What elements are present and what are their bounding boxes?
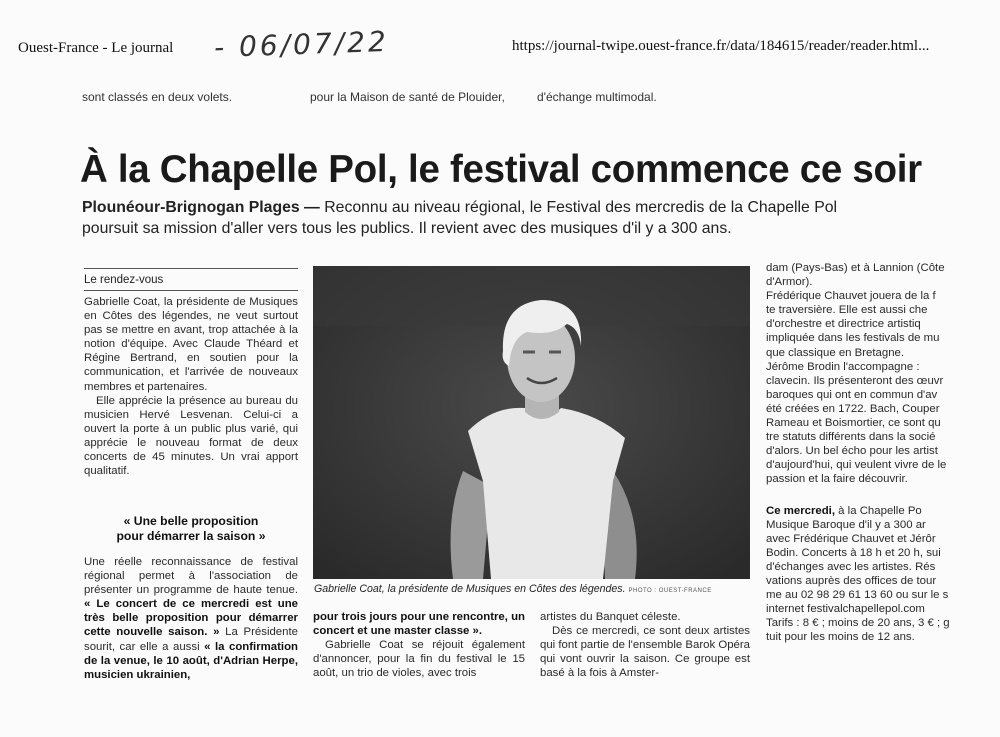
col4-info-line: Tarifs : 8 € ; moins de 20 ans, 3 € ; g bbox=[766, 617, 950, 630]
article-photo bbox=[313, 266, 750, 579]
article-headline: À la Chapelle Pol, le festival commence ce soir bbox=[80, 148, 922, 191]
info-lead: Ce mercredi, bbox=[766, 504, 836, 517]
prev-fragment-1: sont classés en deux volets. bbox=[82, 90, 233, 104]
col4-info-line bbox=[766, 504, 1000, 518]
article-lead bbox=[82, 197, 872, 239]
col2-paragraph: Gabrielle Coat se réjouit également d'annoncer, pour la fin du festival le 15 août, un trio de violes, avec trois bbox=[313, 639, 525, 680]
col4-info-line: d'échanges avec les artistes. Rés bbox=[766, 560, 936, 573]
prev-fragment-3: d'échange multimodal. bbox=[537, 90, 657, 104]
source-url: https://journal-twipe.ouest-france.fr/data/184615/reader/reader.html... bbox=[512, 38, 930, 54]
col4-line: d'aujourd'hui, qui veulent vivre de le bbox=[766, 459, 947, 472]
subheading-line-2: pour démarrer la saison » bbox=[116, 529, 266, 543]
col4-line: impliquée dans les festivals de mu bbox=[766, 332, 940, 345]
col1-p3-c: La Présidente sourit, car elle a aussi bbox=[84, 626, 298, 653]
photo-caption bbox=[314, 583, 712, 595]
column-2 bbox=[313, 610, 525, 680]
column-1-continued bbox=[84, 555, 298, 682]
column-1 bbox=[84, 295, 298, 478]
caption-text: Gabrielle Coat, la présidente de Musiques en Côtes des légendes. bbox=[314, 583, 626, 595]
col3-paragraph: Dès ce mercredi, ce sont deux artistes qui font partie de l'ensemble Barok Opéra qui vont ouvrir la saison. Ce groupe est basé à la fois à Amster- bbox=[540, 625, 750, 680]
prev-fragment-2: pour la Maison de santé de Plouider, bbox=[310, 90, 505, 104]
col4-line: baroques qui ont en commun d'av bbox=[766, 388, 938, 401]
section-label: Le rendez-vous bbox=[84, 274, 164, 286]
column-3 bbox=[540, 610, 750, 680]
col1-p3-quote-2: « la confirmation de la venue, le 10 août, d'Adrian Herpe, musicien ukrainien, bbox=[84, 640, 298, 681]
col4-line: tre statuts différents dans la socié bbox=[766, 431, 936, 444]
photo-portrait bbox=[313, 266, 750, 579]
col2-quote-text: pour trois jours pour une rencontre, un concert et une master classe ». bbox=[313, 611, 526, 638]
column-4 bbox=[766, 261, 1000, 644]
col4-line: d'alors. Un bel écho pour les artist bbox=[766, 445, 938, 458]
col4-info-line: Bodin. Concerts à 18 h et 20 h, sui bbox=[766, 546, 941, 559]
col4-line: Rameau et Boismortier, ce sont qu bbox=[766, 417, 941, 430]
col4-line: d'Armor). bbox=[766, 276, 813, 289]
col4-info-line: internet festivalchapellepol.com bbox=[766, 603, 925, 616]
col4-line: te traversière. Elle est aussi che bbox=[766, 304, 928, 317]
col4-line: dam (Pays-Bas) et à Lannion (Côte bbox=[766, 262, 945, 274]
col4-info-line: tuit pour les moins de 12 ans. bbox=[766, 631, 915, 644]
source-title: Ouest-France - Le journal bbox=[18, 40, 174, 56]
col4-info-line: Musique Baroque d'il y a 300 ar bbox=[766, 518, 926, 531]
handwritten-date: - 06/07/22 bbox=[213, 24, 390, 65]
info-text: à la Chapelle Po bbox=[835, 504, 922, 517]
col4-line: été créées en 1722. Bach, Couper bbox=[766, 402, 940, 415]
col4-line: d'orchestre et directrice artistiq bbox=[766, 318, 921, 331]
photo-credit: PHOTO : OUEST-FRANCE bbox=[628, 588, 712, 594]
col4-line: que classique en Bretagne. bbox=[766, 346, 905, 359]
col4-info-line: avec Frédérique Chauvet et Jérôr bbox=[766, 532, 936, 545]
col1-p3-quote: « Le concert de ce mercredi est une très belle proposition pour démarrer cette nouvelle saison. » bbox=[84, 598, 298, 639]
lead-text: Reconnu au niveau régional, le Festival des mercredis de la Chapelle Pol poursuit sa mission d'aller vers tous les publics. Il revient avec des musiques d'il y a 300 ans. bbox=[82, 199, 838, 237]
col2-quote bbox=[313, 610, 525, 638]
col4-info-line: vations auprès des offices de tour bbox=[766, 574, 937, 587]
col1-paragraph-2: Elle apprécie la présence au bureau du musicien Hervé Lesvenan. Celui-ci a ouvert la porte à un public plus varié, qui apprécie le nouveau format de deux concerts de 45 minutes. Un vrai apport qualitatif. bbox=[84, 394, 298, 478]
col1-paragraph-1: Gabrielle Coat, la présidente de Musiques en Côtes des légendes, ne veut surtout pas se mettre en avant, trop attachée à la notion d'équipe. Avec Claude Théard et Régine Bertrand, en soutien pour la communication, et l'arrivée de nouveaux membres et partenaires. bbox=[84, 296, 298, 393]
col4-info-line: me au 02 98 29 61 13 60 ou sur le s bbox=[766, 589, 949, 602]
col4-line: Jérôme Brodin l'accompagne : bbox=[766, 360, 920, 373]
col4-line: Frédérique Chauvet jouera de la f bbox=[766, 290, 936, 303]
section-rule-bottom bbox=[84, 290, 298, 291]
col4-line: passion et la faire découvrir. bbox=[766, 473, 908, 486]
subheading-line-1: « Une belle proposition bbox=[123, 514, 259, 528]
section-rule-top bbox=[84, 268, 298, 269]
col1-p3-a: Une réelle reconnaissance de festival régional permet à l'association de présenter un programme de haute tenue. bbox=[84, 556, 298, 597]
col3-line-0: artistes du Banquet céleste. bbox=[540, 611, 681, 623]
subheading bbox=[84, 514, 298, 544]
lead-place: Plounéour-Brignogan Plages — bbox=[82, 199, 320, 216]
col4-line: clavecin. Ils présenteront des œuvr bbox=[766, 374, 944, 387]
col1-paragraph-3 bbox=[84, 555, 298, 682]
